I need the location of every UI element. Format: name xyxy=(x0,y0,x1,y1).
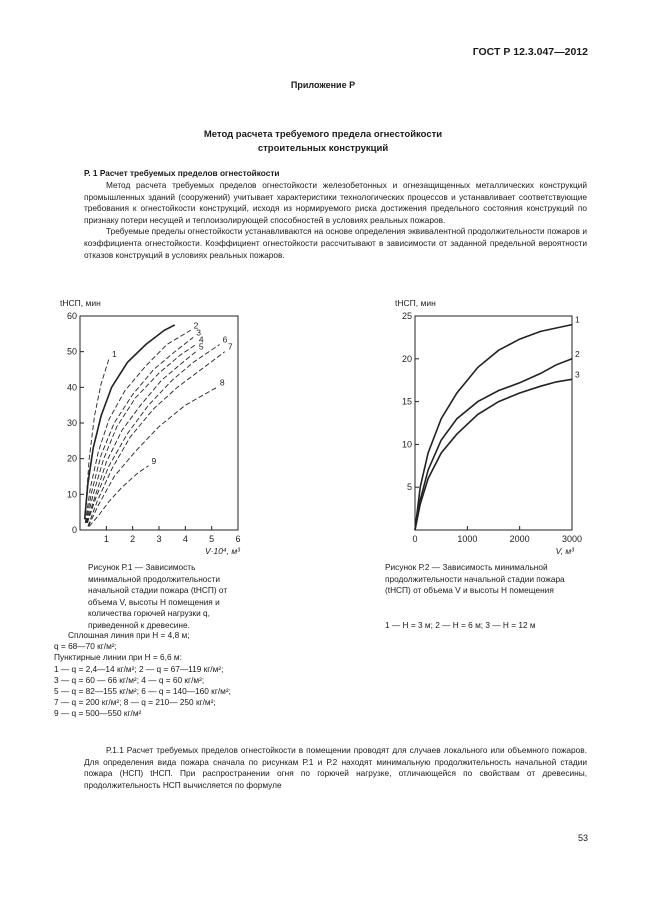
legend-line: 7 — q = 200 кг/м²; 8 — q = 210— 250 кг/м²; xyxy=(54,697,216,708)
y-tick-label: 20 xyxy=(401,353,412,364)
legend-line: 9 — q = 500—550 кг/м² xyxy=(54,708,142,719)
x-axis-label: V, м³ xyxy=(555,546,574,556)
x-tick-label: 5 xyxy=(209,534,215,544)
series-line xyxy=(89,466,148,527)
figure-2-legend: 1 — H = 3 м; 2 — H = 6 м; 3 — H = 12 м xyxy=(385,620,536,630)
appendix-label: Приложение Р xyxy=(290,80,356,90)
x-tick-label: 3 xyxy=(156,534,162,544)
series-label: 3 xyxy=(575,369,580,380)
paragraph-1: Метод расчета требуемых пределов огнестойкости железобетонных и огнезащищенных металлических конструкций промышленных зданий (сооружений) учитывает характеристики технологических процессов и устанавливает соответствующие требования к огнестойкости конструкций, исходя из нормируемого риска достижения предельного состояния конструкций по признаку потери несущей и теплоизолирующей способностей в условиях реальных пожаров. xyxy=(84,180,587,225)
x-tick-label: 4 xyxy=(182,534,188,544)
intro-text xyxy=(84,180,587,261)
x-tick-label: 2 xyxy=(130,534,136,544)
series-line xyxy=(86,345,196,523)
y-tick-label: 15 xyxy=(401,396,412,407)
legend-line: Сплошная линия при H = 4,8 м; xyxy=(68,630,190,640)
series-line xyxy=(86,337,193,523)
x-tick-label: 1000 xyxy=(457,534,478,544)
series-label: 1 xyxy=(111,348,117,359)
series-label: 5 xyxy=(198,341,204,352)
figure-1-legend xyxy=(54,630,254,720)
x-tick-label: 6 xyxy=(235,534,241,544)
series-label: 3 xyxy=(196,327,201,338)
y-tick-label: 30 xyxy=(66,418,77,428)
paragraph-2: Требуемые пределы огнестойкости устанавливаются на основе определения эквивалентной продолжительности пожаров и коэффициента огнестойкости. Коэффициент огнестойкости рассчитывают в зависимости от заданной предельной вероятности отказов конструкций в условиях реальных пожаров. xyxy=(84,226,587,260)
title-line-2: строительных конструкций xyxy=(257,143,389,154)
x-tick-label: 3000 xyxy=(561,534,583,544)
standard-designation: ГОСТ Р 12.3.047—2012 xyxy=(472,46,588,58)
legend-line: Пунктирные линии при H = 6,6 м: xyxy=(54,652,182,663)
series-line xyxy=(85,325,175,519)
y-axis-label: tНСП, мин xyxy=(60,298,101,308)
paragraph-p111 xyxy=(84,745,587,791)
y-tick-label: 60 xyxy=(66,311,77,321)
series-line xyxy=(87,345,219,523)
y-tick-label: 50 xyxy=(66,346,77,357)
y-tick-label: 20 xyxy=(66,453,77,464)
series-label: 6 xyxy=(222,334,228,345)
series-label: 2 xyxy=(575,348,580,359)
x-axis-label: V·10⁴, м³ xyxy=(204,546,240,556)
y-tick-label: 25 xyxy=(401,311,412,321)
series-label: 1 xyxy=(575,314,580,325)
y-axis-label: tНСП, мин xyxy=(395,298,436,308)
series-label: 4 xyxy=(198,334,204,345)
page-title xyxy=(0,128,646,156)
paragraph-p111-text: Р.1.1 Расчет требуемых пределов огнестойкости в помещении проводят для случаев локального или объемного пожаров. Для определения вида пожара сначала по рисункам Р.1 и Р.2 находят минимальную продолжительность начальной стадии пожара (НСП) tНСП. При распространении огня по горючей нагрузке, отличающейся по свойствам от древесины, продолжительность НСП вычисляется по формуле xyxy=(84,745,587,790)
series-line xyxy=(415,379,572,530)
series-line xyxy=(88,352,225,527)
x-tick-label: 0 xyxy=(412,534,418,544)
series-label: 9 xyxy=(151,455,157,466)
series-label: 7 xyxy=(227,341,233,352)
y-tick-label: 10 xyxy=(66,489,77,500)
y-tick-label: 40 xyxy=(66,382,77,393)
y-tick-label: 5 xyxy=(406,482,412,493)
x-tick-label: 1 xyxy=(103,534,109,544)
series-line xyxy=(85,359,109,512)
section-heading: Р. 1 Расчет требуемых пределов огнестойкости xyxy=(84,168,280,178)
series-label: 2 xyxy=(193,320,199,331)
figure-2-caption: Рисунок Р.2 — Зависимость минимальной продолжительности начальной стадии пожара (tНСП) от объема V и высоты H помещения xyxy=(385,562,565,596)
figure-2-chart xyxy=(378,290,593,560)
legend-line: 3 — q = 60 — 66 кг/м²; 4 — q = 60 кг/м²; xyxy=(54,674,205,685)
figure-1-chart xyxy=(58,290,258,560)
y-tick-label: 10 xyxy=(401,439,412,450)
page-number: 53 xyxy=(577,833,588,843)
series-line xyxy=(415,325,572,530)
legend-line: 5 — q = 82—155 кг/м²; 6 — q = 140—160 кг/м²; xyxy=(54,686,231,697)
y-tick-label: 0 xyxy=(71,525,77,535)
figure-1-caption: Рисунок Р.1 — Зависимость минимальной продолжительности начальной стадии пожара (tНСП) от объема V, высоты H помещения и количества горючей нагрузки q, приведенной к древесине. xyxy=(88,562,228,630)
plot-frame xyxy=(415,316,572,530)
legend-line: 1 — q = 2,4—14 кг/м²; 2 — q = 67—119 кг/м²; xyxy=(54,663,224,674)
legend-line: q = 68—70 кг/м²; xyxy=(54,641,117,652)
x-tick-label: 2000 xyxy=(509,534,530,544)
title-line-1: Метод расчета требуемого предела огнестойкости xyxy=(203,129,443,140)
series-label: 8 xyxy=(219,377,225,388)
